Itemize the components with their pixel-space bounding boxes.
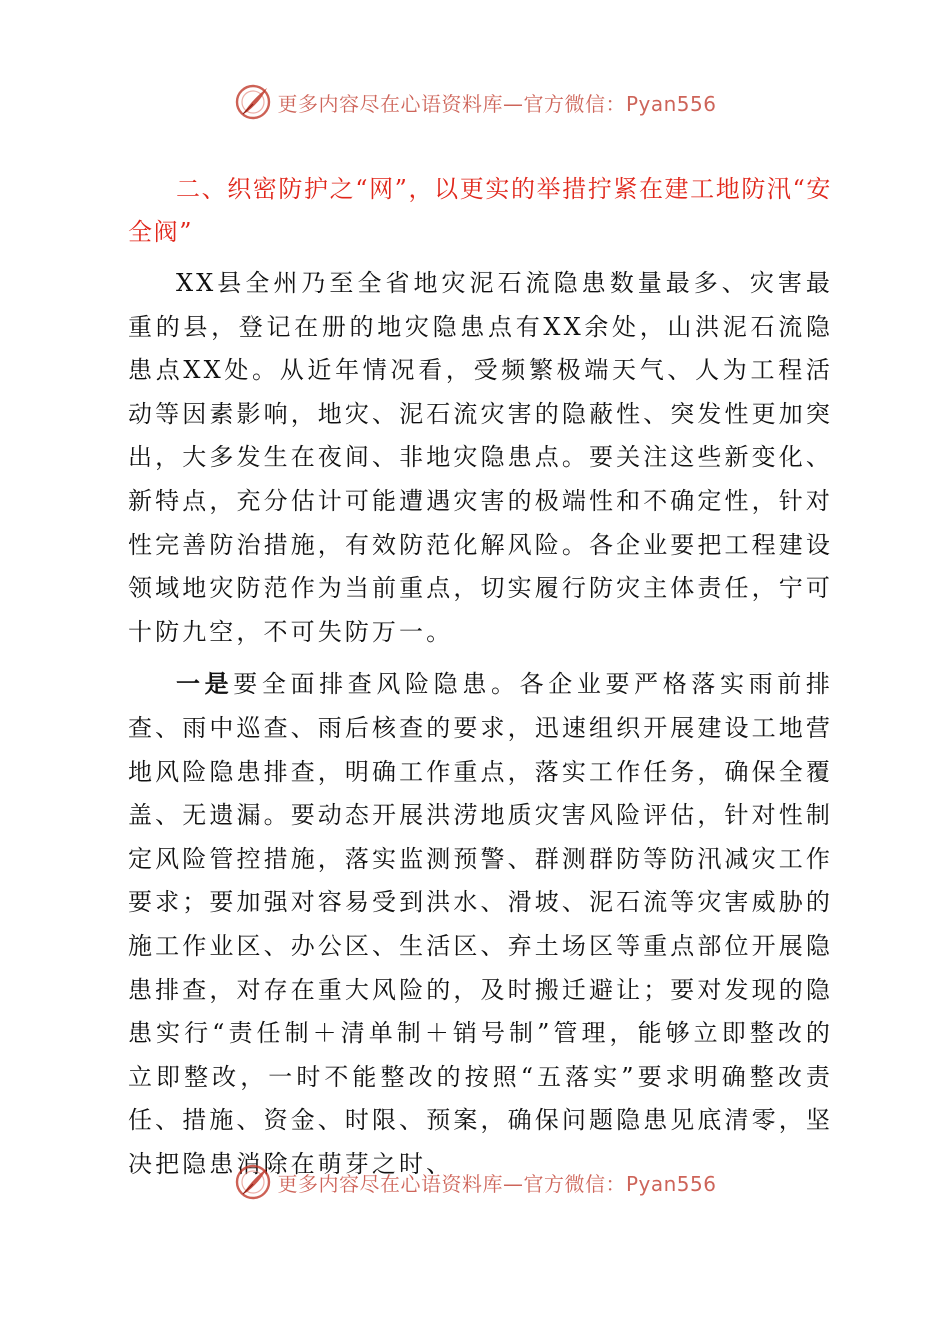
paragraph-intro: XX县全州乃至全省地灾泥石流隐患数量最多、灾害最重的县，登记在册的地灾隐患点有XX余处，山洪泥石流隐患点XX处。从近年情况看，受频繁极端天气、人为工程活动等因素影响，地灾、泥石流灾害的隐蔽性、突发性更加突出，大多发生在夜间、非地灾隐患点。要关注这些新变化、新特点，充分估计可能遭遇灾害的极端性和不确定性，针对性完善防治措施，有效防范化解风险。各企业要把工程建设领域地灾防范作为当前重点，切实履行防灾主体责任，宁可十防九空，不可失防万一。 (128, 269, 833, 646)
footer-watermark-text: 更多内容尽在心语资料库—官方微信：Pyan556 (277, 1171, 717, 1196)
paragraph-first-measure-body: 要全面排查风险隐患。各企业要严格落实雨前排查、雨中巡查、雨后核查的要求，迅速组织开展建设工地营地风险隐患排查，明确工作重点，落实工作任务，确保全覆盖、无遗漏。要动态开展洪涝地质灾害风险评估，针对性制定风险管控措施，落实监测预警、群测群防等防汛减灾工作要求；要加强对容易受到洪水、滑坡、泥石流等灾害威胁的施工作业区、办公区、生活区、弃土场区等重点部位开展隐患排查，对存在重大风险的，及时搬迁避让；要对发现的隐患实行“责任制＋清单制＋销号制”管理，能够立即整改的立即整改，一时不能整改的按照“五落实”要求明确整改责任、措施、资金、时限、预案，确保问题隐患见底清零，坚决把隐患消除在萌芽之时、 (128, 670, 833, 1178)
header-watermark-text: 更多内容尽在心语资料库—官方微信：Pyan556 (277, 91, 717, 116)
header-watermark-banner (0, 82, 950, 122)
footer-watermark-banner (0, 1162, 950, 1202)
section-heading: 二、织密防护之“网”，以更实的举措拧紧在建工地防汛“安全阀” (128, 175, 833, 246)
document-body (128, 168, 833, 1186)
paragraph-lead-term: 一是 (176, 669, 234, 699)
quill-logo-icon (233, 82, 273, 122)
quill-logo-icon (233, 1162, 273, 1202)
paragraph-first-measure (128, 662, 833, 1186)
